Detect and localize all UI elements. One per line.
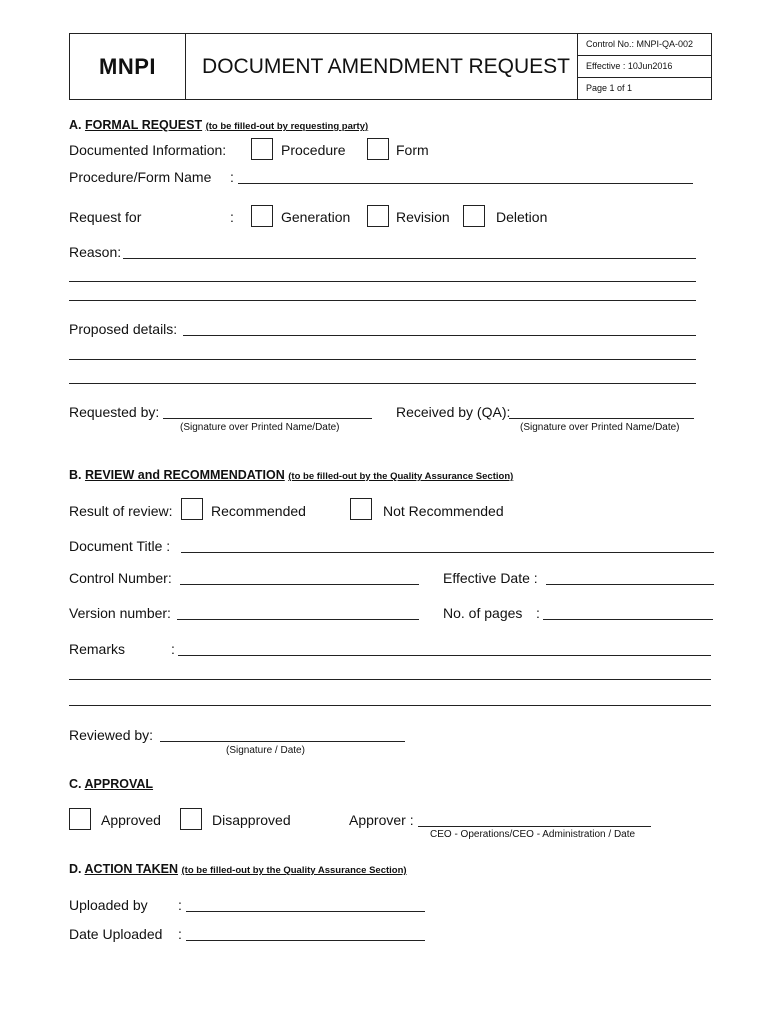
generation-option-label: Generation xyxy=(281,209,351,225)
reviewed-by-signature-note: (Signature / Date) xyxy=(226,745,305,756)
uploaded-by-field[interactable] xyxy=(186,911,425,912)
proposed-details-field-line-1[interactable] xyxy=(183,335,696,336)
effective-date: Effective : 10Jun2016 xyxy=(578,56,712,78)
approver-signature-note: CEO - Operations/CEO - Administration / Date xyxy=(430,829,636,840)
number-of-pages-field[interactable] xyxy=(543,619,713,620)
version-number-field[interactable] xyxy=(177,619,419,620)
section-b-note: (to be filled-out by the Quality Assurance Section) xyxy=(288,471,514,482)
uploaded-by-colon: : xyxy=(178,897,182,913)
disapproved-option-label: Disapproved xyxy=(212,812,291,828)
number-of-pages-colon: : xyxy=(536,605,540,621)
number-of-pages-label: No. of pages xyxy=(443,605,523,621)
revision-checkbox[interactable] xyxy=(367,205,389,227)
request-for-label: Request for xyxy=(69,209,142,225)
approver-label: Approver : xyxy=(349,812,414,828)
received-by-qa-field[interactable] xyxy=(509,418,694,419)
revision-option-label: Revision xyxy=(396,209,450,225)
documented-information-label: Documented Information: xyxy=(69,142,227,158)
document-control-block xyxy=(577,34,712,99)
remarks-colon: : xyxy=(171,641,175,657)
request-for-colon: : xyxy=(230,209,234,225)
proposed-details-field-line-2[interactable] xyxy=(69,359,696,360)
approved-checkbox[interactable] xyxy=(69,808,91,830)
company-logo: MNPI xyxy=(70,34,186,99)
section-a-note: (to be filled-out by requesting party) xyxy=(205,121,369,132)
control-number-field[interactable] xyxy=(180,584,419,585)
effective-date-field[interactable] xyxy=(546,584,714,585)
proposed-details-label: Proposed details: xyxy=(69,321,178,337)
generation-checkbox[interactable] xyxy=(251,205,273,227)
procedure-form-name-colon: : xyxy=(230,169,234,185)
reason-field-line-3[interactable] xyxy=(69,300,696,301)
section-d-title: ACTION TAKEN xyxy=(84,862,179,876)
date-uploaded-label: Date Uploaded xyxy=(69,926,163,942)
deletion-option-label: Deletion xyxy=(496,209,548,225)
reason-field-line-1[interactable] xyxy=(123,258,696,259)
approver-field[interactable] xyxy=(418,826,651,827)
date-uploaded-field[interactable] xyxy=(186,940,425,941)
received-by-qa-signature-note: (Signature over Printed Name/Date) xyxy=(520,422,680,433)
section-b-letter: B. xyxy=(69,468,82,482)
reviewed-by-label: Reviewed by: xyxy=(69,727,154,743)
remarks-field-line-1[interactable] xyxy=(178,655,711,656)
section-c-letter: C. xyxy=(69,777,82,791)
section-d-heading xyxy=(69,862,407,876)
recommended-option-label: Recommended xyxy=(211,503,306,519)
recommended-checkbox[interactable] xyxy=(181,498,203,520)
procedure-form-name-field[interactable] xyxy=(238,183,693,184)
received-by-qa-label: Received by (QA): xyxy=(396,404,511,420)
effective-date-label: Effective Date : xyxy=(443,570,538,586)
proposed-details-field-line-3[interactable] xyxy=(69,383,696,384)
section-b-title: REVIEW and RECOMMENDATION xyxy=(84,468,285,482)
document-title: DOCUMENT AMENDMENT REQUEST xyxy=(202,54,570,78)
procedure-option-label: Procedure xyxy=(281,142,346,158)
remarks-field-line-3[interactable] xyxy=(69,705,711,706)
section-a-letter: A. xyxy=(69,118,82,132)
procedure-form-name-label: Procedure/Form Name xyxy=(69,169,212,185)
section-d-letter: D. xyxy=(69,862,82,876)
disapproved-checkbox[interactable] xyxy=(180,808,202,830)
result-of-review-label: Result of review: xyxy=(69,503,173,519)
section-c-heading xyxy=(69,777,153,791)
control-number: Control No.: MNPI-QA-002 xyxy=(578,34,712,56)
remarks-label: Remarks xyxy=(69,641,126,657)
section-b-heading xyxy=(69,468,513,482)
requested-by-signature-note: (Signature over Printed Name/Date) xyxy=(180,422,340,433)
reason-field-line-2[interactable] xyxy=(69,281,696,282)
section-d-note: (to be filled-out by the Quality Assurance Section) xyxy=(181,865,407,876)
reviewed-by-field[interactable] xyxy=(160,741,405,742)
header-table xyxy=(69,33,712,100)
reason-label: Reason: xyxy=(69,244,122,260)
uploaded-by-label: Uploaded by xyxy=(69,897,148,913)
form-option-label: Form xyxy=(396,142,429,158)
procedure-checkbox[interactable] xyxy=(251,138,273,160)
form-checkbox[interactable] xyxy=(367,138,389,160)
document-title-field[interactable] xyxy=(181,552,714,553)
deletion-checkbox[interactable] xyxy=(463,205,485,227)
approved-option-label: Approved xyxy=(101,812,161,828)
date-uploaded-colon: : xyxy=(178,926,182,942)
page-number: Page 1 of 1 xyxy=(586,83,633,93)
control-number-label: Control Number: xyxy=(69,570,172,586)
requested-by-label: Requested by: xyxy=(69,404,160,420)
remarks-field-line-2[interactable] xyxy=(69,679,711,680)
version-number-label: Version number: xyxy=(69,605,171,621)
not-recommended-checkbox[interactable] xyxy=(350,498,372,520)
document-title-label: Document Title : xyxy=(69,538,171,554)
section-a-heading xyxy=(69,118,368,132)
not-recommended-option-label: Not Recommended xyxy=(383,503,504,519)
section-a-title: FORMAL REQUEST xyxy=(84,118,203,132)
requested-by-field[interactable] xyxy=(163,418,372,419)
section-c-title: APPROVAL xyxy=(84,777,154,791)
